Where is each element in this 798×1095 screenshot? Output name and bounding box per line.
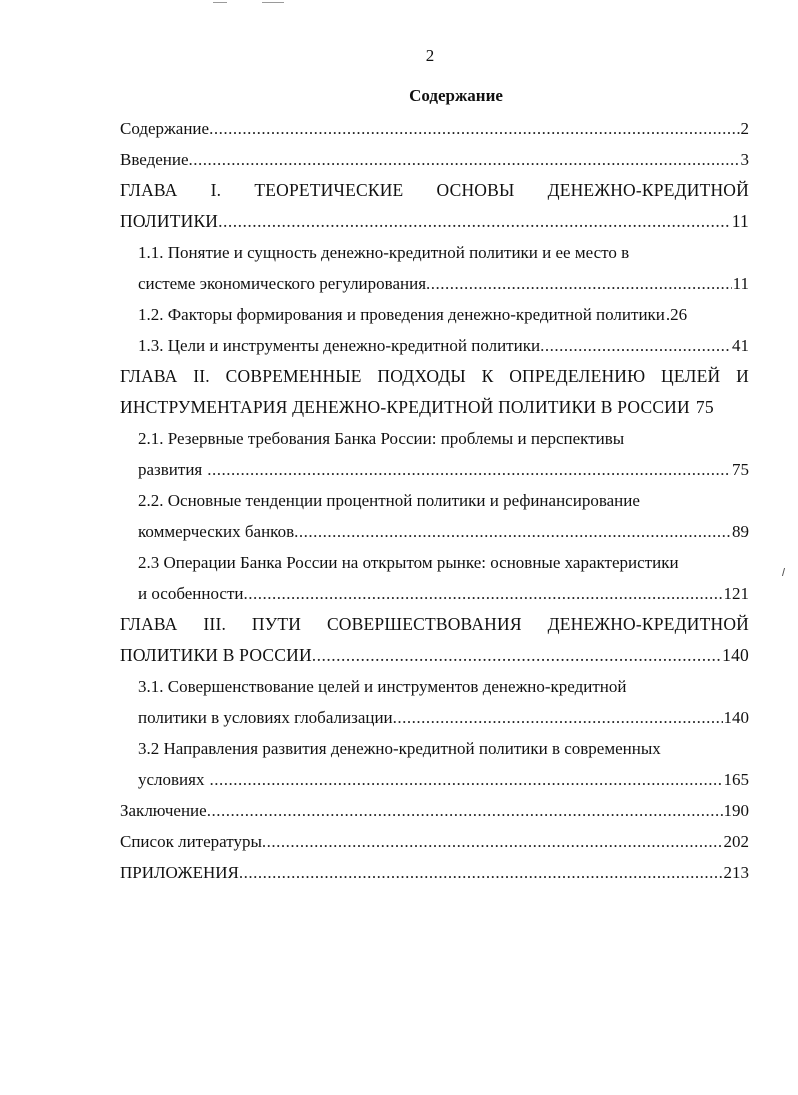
chapter-word: ТЕОРЕТИЧЕСКИЕ [254,180,404,200]
chapter-word: СОВРЕМЕННЫЕ [225,366,362,386]
chapter-word: ОСНОВЫ [436,180,515,200]
toc-leader-dots [202,454,731,485]
toc-section-2-1-line2[interactable] [120,454,749,485]
toc-entry-conclusion[interactable] [120,795,749,826]
toc-section-2-1-line1[interactable]: 2.1. Резервные требования Банка России: проблемы и перспективы [138,429,625,448]
toc-entry-label: 1.3. Цели и инструменты денежно-кредитной политики [138,336,541,355]
toc-chapter-1-heading[interactable] [120,175,749,206]
toc-entry-label: Содержание [120,119,210,138]
toc-entry-label: 1.2. Факторы формирования и проведения денежно-кредитной политики [138,305,665,324]
toc-page-number: 75 [732,460,749,479]
toc-section-3-1-line1[interactable]: 3.1. Совершенствование целей и инструментов денежно-кредитной [138,677,627,696]
scan-artifact [213,2,227,3]
toc-leader-dots [207,795,723,826]
toc-section-2-3-line2[interactable] [120,578,749,609]
chapter-word: ДЕНЕЖНО-КРЕДИТНОЙ [547,614,749,634]
toc-entry-label: ПОЛИТИКИ В РОССИИ [120,645,312,665]
toc-page-number: 165 [723,770,749,789]
page-number: 2 [425,46,435,65]
toc-leader-dots [204,764,722,795]
toc-page-number: 75 [695,397,714,417]
toc-page-number: 213 [723,863,749,882]
toc-page-number: 3 [740,150,749,169]
chapter-word: ГЛАВА [120,180,178,200]
toc-leader-dots [312,640,721,671]
scan-artifact [782,568,785,576]
scan-artifact [262,2,284,3]
toc-entry-contents[interactable] [120,113,749,144]
toc-title: Содержание [409,86,503,105]
toc-entry-label: условиях [138,770,205,789]
toc-leader-dots [540,330,731,361]
toc-entry-label: системе экономического регулирования [138,274,427,293]
table-of-contents [120,113,749,888]
toc-leader-dots [209,113,739,144]
toc-leader-dots [262,826,723,857]
chapter-word: ЦЕЛЕЙ [661,366,721,386]
chapter-word: III. [203,614,227,634]
toc-section-1-1-line1[interactable]: 1.1. Понятие и сущность денежно-кредитной политики и ее место в [138,243,630,262]
chapter-word: К [481,366,494,386]
toc-entry-intro[interactable] [120,144,749,175]
toc-section-2-3-line1[interactable]: 2.3 Операции Банка России на открытом рынке: основные характеристики [138,553,679,572]
toc-entry-label: ПРИЛОЖЕНИЯ [120,863,239,882]
toc-section-1-3[interactable] [120,330,749,361]
toc-page-number: 2 [740,119,749,138]
toc-leader-dots [239,857,723,888]
toc-chapter-1-tail[interactable] [120,206,749,237]
toc-leader-dots [218,206,731,237]
toc-page-number: 11 [732,274,749,293]
toc-section-1-1-line2[interactable] [120,268,749,299]
toc-page-number: 89 [732,522,749,541]
chapter-word: ГЛАВА [120,614,178,634]
toc-page-number: 202 [723,832,749,851]
toc-leader-dots [393,702,723,733]
chapter-word: I. [210,180,222,200]
chapter-word: II. [193,366,210,386]
toc-entry-appendices[interactable] [120,857,749,888]
chapter-word: СОВЕРШЕСТВОВАНИЯ [326,614,522,634]
toc-entry-label: Введение [120,150,189,169]
toc-section-2-2-line1[interactable]: 2.2. Основные тенденции процентной политики и рефинансирование [138,491,640,510]
toc-entry-references[interactable] [120,826,749,857]
toc-page-number: 121 [723,584,749,603]
toc-section-1-2[interactable] [120,299,749,330]
toc-entry-label: и особенности [138,584,244,603]
toc-entry-label: развития [138,460,203,479]
toc-chapter-2-heading[interactable] [120,361,749,392]
toc-page-number: 41 [732,336,749,355]
chapter-word: ОПРЕДЕЛЕНИЮ [509,366,646,386]
toc-entry-label: Список литературы [120,832,262,851]
chapter-word: ДЕНЕЖНО-КРЕДИТНОЙ [547,180,749,200]
toc-entry-label: политики в условиях глобализации [138,708,393,727]
toc-page-number: .26 [665,305,688,324]
toc-entry-label: Заключение [120,801,207,820]
toc-section-3-2-line1[interactable]: 3.2 Направления развития денежно-кредитной политики в современных [138,739,661,758]
toc-page-number: 140 [723,708,749,727]
toc-chapter-2-tail[interactable] [120,392,749,423]
toc-entry-label: ИНСТРУМЕНТАРИЯ ДЕНЕЖНО-КРЕДИТНОЙ ПОЛИТИКИ В РОССИИ [120,397,690,417]
toc-section-2-2-line2[interactable] [120,516,749,547]
toc-chapter-3-heading[interactable] [120,609,749,640]
toc-leader-dots [426,268,732,299]
toc-chapter-3-tail[interactable] [120,640,749,671]
toc-leader-dots [243,578,722,609]
toc-section-3-1-line2[interactable] [120,702,749,733]
toc-page-number: 140 [722,645,749,665]
chapter-word: ПОДХОДЫ [377,366,466,386]
toc-entry-label: ПОЛИТИКИ [120,211,219,231]
chapter-word: И [736,366,749,386]
chapter-word: ПУТИ [251,614,302,634]
toc-page-number: 11 [731,211,749,231]
toc-leader-dots [189,144,740,175]
toc-entry-label: коммерческих банков [138,522,295,541]
toc-page-number: 190 [723,801,749,820]
toc-section-3-2-line2[interactable] [120,764,749,795]
toc-leader-dots [294,516,731,547]
chapter-word: ГЛАВА [120,366,178,386]
